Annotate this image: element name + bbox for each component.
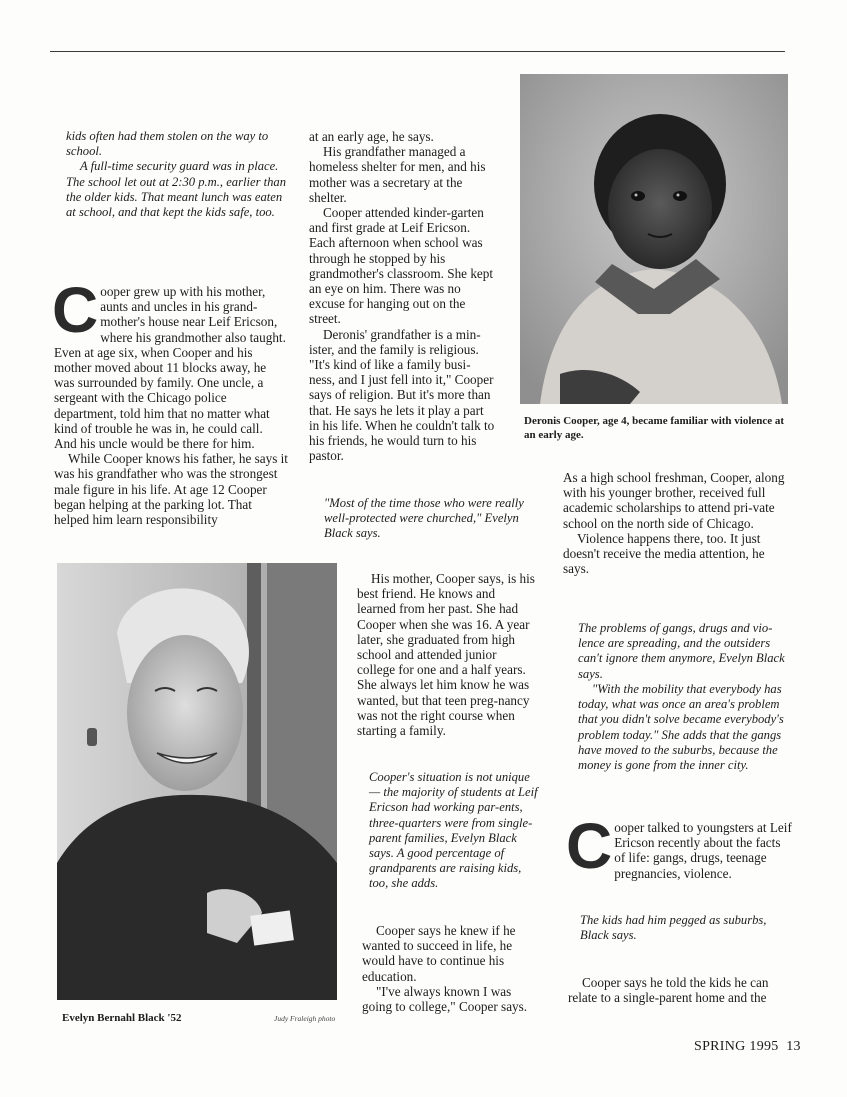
col1-body	[52, 274, 288, 528]
col3-last: Cooper says he told the kids he can relate to a single-parent home and the	[568, 975, 769, 1006]
col3-quote1: The problems of gangs, drugs and vio-lence are spreading, and the outsiders can't ignore them anymore, Evelyn Black says.	[578, 621, 785, 681]
col3-para1: As a high school freshman, Cooper, along with his younger brother, received full academic scholarships to attend pri-vate school on the north side of Chicago.	[563, 470, 785, 531]
col2b-para2: Cooper says he knew if he wanted to succeed in life, he would have to continue his education.	[362, 923, 516, 984]
deronis-caption: Deronis Cooper, age 4, became familiar with violence at an early age.	[524, 415, 785, 441]
col1-quote	[66, 129, 288, 220]
col3-para2: Violence happens there, too. It just doesn't receive the media attention, he says.	[563, 530, 765, 577]
col2-para1: at an early age, he says.	[309, 129, 434, 144]
photo-credit: Judy Fraleigh photo	[274, 1014, 336, 1023]
col1-dropcap: C	[52, 274, 99, 346]
col2b-para1: His mother, Cooper says, is his best friend. He knows and learned from her past. She had Cooper when she was 16. A year later, she graduated from high school and attended junior college for one and a half years. She always let him know he was wanted, but that teen preg-nancy was not the right course when starting a family.	[357, 571, 535, 739]
col2-para4: Deronis' grandfather is a min-ister, and the family is religious. "It's kind of like a family busi-ness, and I just fell into it," Cooper says of religion. But it's more than that. He says he lets it play a part in his life. When he couldn't talk to his friends, he would turn to his pastor.	[309, 326, 495, 464]
col2-pull-quote: "Most of the time those who were really well-protected were churched," Evelyn Black says.	[324, 496, 524, 541]
page-folio: SPRING 1995 13	[694, 1039, 801, 1054]
photo-evelyn-black	[57, 563, 337, 1000]
col2-para3: Cooper attended kinder-garten and first grade at Leif Ericson. Each afternoon when school was through he stopped by his grandmother's classroom. She kept an eye on him. There was no excuse for hanging out on the street.	[309, 205, 494, 327]
col2b-body	[362, 923, 538, 1014]
col3-body2	[566, 810, 792, 882]
col1-quote-line1: kids often had them stolen on the way to school.	[66, 129, 269, 159]
col1-para1: ooper grew up with his mother, aunts and uncles in his grand-mother's house near Leif Ericson, where his grandmother also taught. Even at age six, when Cooper and his mother moved about 11 blocks away, he was surrounded by family. One uncle, a sergeant with the Chicago police department, told him that no matter what kind of trouble he was in, he could call. And his uncle would be there for him.	[54, 284, 286, 452]
col2-para2: His grandfather managed a homeless shelter for men, and his mother was a secretary at the shelter.	[309, 144, 486, 205]
col3-para3: ooper talked to youngsters at Leif Ericson recently about the facts of life: gangs, drugs, teenage pregnancies, violence.	[614, 820, 792, 881]
evelyn-caption: Evelyn Bernahl Black '52	[62, 1012, 182, 1024]
col2b-quote: Cooper's situation is not unique — the majority of students at Leif Ericson had working par-ents, three-quarters were from single-parent families, Evelyn Black says. A good percentage of grandparents are raising kids, too, she adds.	[369, 770, 538, 891]
col2b-para3: "I've always known I was going to college," Cooper says.	[362, 983, 528, 1015]
col3-quote2: "With the mobility that everybody has today, what was once an area's problem that you didn't solve became everybody's problem today." She adds that the gangs have moved to the suburbs, because the money is gone from the inner city.	[578, 682, 784, 773]
col1-para2: While Cooper knows his father, he says it was his grandfather who was the strongest male figure in his life. At age 12 Cooper began helping at the parking lot. That helped him learn responsibility	[54, 451, 288, 528]
col3-quote3: The kids had him pegged as suburbs, Black says.	[580, 913, 767, 943]
col2-body	[309, 129, 495, 463]
col3-body	[563, 470, 789, 576]
photo-deronis-cooper	[520, 74, 788, 404]
top-rule	[50, 51, 785, 52]
col3-dropcap: C	[566, 810, 613, 882]
col1-quote-line2: A full-time security guard was in place. The school let out at 2:30 p.m., earlier than the older kids. That meant lunch was eaten at school, and that kept the kids safe, too.	[66, 159, 287, 220]
